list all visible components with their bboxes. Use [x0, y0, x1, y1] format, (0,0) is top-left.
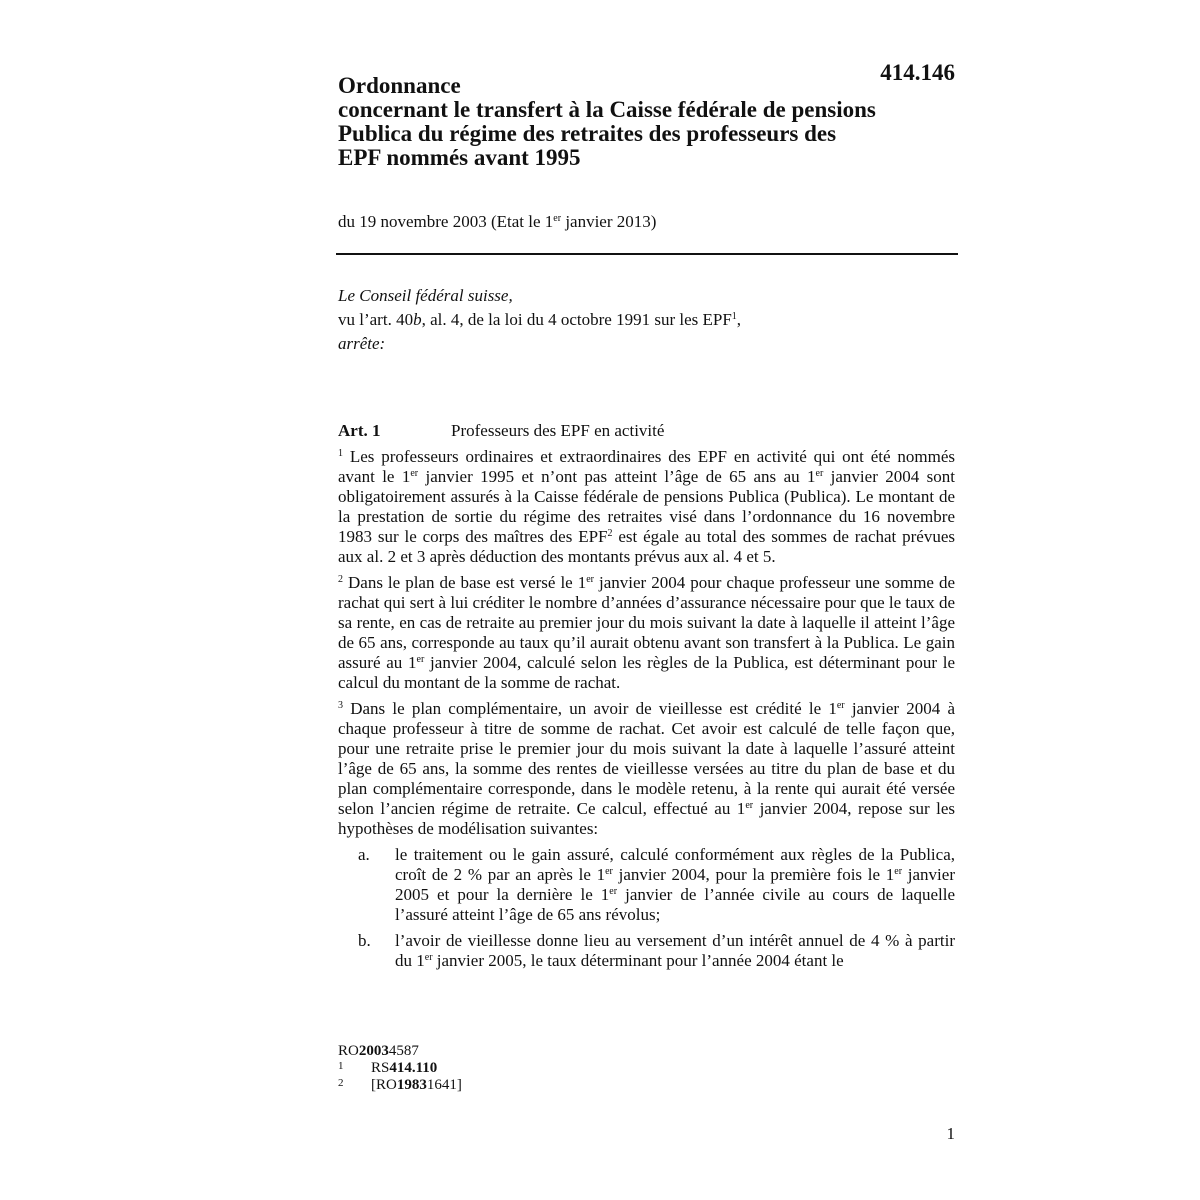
list-text-part: janvier de l’année civile au cours de laquelle l’assuré atteint l’âge de 65 ans révolus;: [395, 885, 955, 924]
paragraph-text: est égale au total des sommes de rachat prévues aux al. 2 et 3 après déduction des montants prévus aux al. 4 et 5.: [338, 527, 955, 566]
article-title: Professeurs des EPF en activité: [451, 421, 665, 440]
footnote-text: 1641]: [426, 1077, 462, 1093]
footnote-text: 4587: [388, 1043, 419, 1059]
footnotes: [338, 1043, 462, 1094]
title-line: concernant le transfert à la Caisse fédérale de pensions: [338, 97, 876, 122]
paragraph-text: Dans le plan complémentaire, un avoir de vieillesse est crédité le 1: [343, 699, 837, 718]
footnote-text: RS: [371, 1060, 390, 1076]
paragraph-text: janvier 2004, calculé selon les règles de la Publica, est déterminant pour le calcul du montant de la somme de rachat.: [338, 653, 956, 692]
paragraph-text: janvier 2004 à chaque professeur à titre de somme de rachat. Cet avoir est calculé de telle façon que, pour une retraite prise le premier jour du mois suivant la date à laquelle l’assuré atteint l’âge de 65 ans, la somme des rentes de vieillesse versées au titre du plan de base et du plan complémentaire corresponde, dans le modèle retenu, à la rente qui aurait été versée selon l’ancien régime de retraite. Ce calcul, effectué au 1: [338, 699, 955, 818]
preamble-authority: Le Conseil fédéral suisse,: [338, 286, 513, 305]
footnote-number: 2: [338, 1077, 344, 1089]
ordinal-sup: er: [745, 800, 754, 811]
list-item-a: [338, 845, 955, 925]
list-label: a.: [358, 845, 370, 864]
ordinal-sup: er: [815, 468, 824, 479]
footnote-ref-1[interactable]: 1: [731, 311, 737, 322]
title-line: EPF nommés avant 1995: [338, 145, 581, 170]
paragraph-text: janvier 2004 sont obligatoirement assurés à la Caisse fédérale de pensions Publica (Publica). Le montant de la prestation de sortie du régime des retraites visé dans l’ordonnance du 16 novembre 1983 sur le corps des maîtres des EPF: [338, 467, 955, 546]
list-text-part: janvier 2005 et pour la dernière le 1: [395, 865, 955, 904]
ordinal-sup: er: [836, 700, 845, 711]
ordinal-sup: er: [410, 468, 419, 479]
footnote-ref-2[interactable]: 2: [607, 528, 613, 539]
date-sup: er: [553, 213, 562, 224]
paragraph-number: 2: [338, 574, 343, 585]
list-item-b: [338, 931, 955, 971]
ordinal-sup: er: [416, 654, 425, 665]
ordinal-sup: er: [586, 574, 595, 585]
preamble: [338, 284, 741, 356]
preamble-decree: arrête:: [338, 334, 386, 353]
list-text: [395, 845, 955, 925]
article-body: [338, 447, 955, 977]
ordinal-sup: er: [609, 886, 618, 897]
paragraph-text: Dans le plan de base est versé le 1: [343, 573, 587, 592]
footnote-text: [RO: [371, 1077, 397, 1093]
paragraph-text: Les professeurs ordinaires et extraordinaires des EPF en activité qui ont été nommés avant le 1: [338, 447, 955, 486]
header-divider: [336, 253, 958, 255]
paragraph-number: 3: [338, 700, 343, 711]
footnote-text: RO: [338, 1043, 359, 1059]
article-number: Art. 1: [338, 421, 381, 440]
date-text-end: janvier 2013): [561, 212, 657, 231]
footnote-number: 1: [338, 1060, 344, 1072]
footnote-bold: 1983: [396, 1077, 427, 1093]
document-number: 414.146: [880, 60, 955, 85]
list-text: [395, 931, 955, 971]
legal-basis-text-2: , al. 4, de la loi du 4 octobre 1991 sur les EPF: [421, 310, 732, 329]
paragraph-2: [338, 573, 955, 693]
legal-basis-letter: b: [413, 310, 422, 329]
preamble-legal-basis: [338, 308, 741, 332]
legal-basis-end: ,: [736, 310, 742, 329]
footnote-2: [338, 1077, 462, 1094]
ordinal-sup: er: [894, 866, 903, 877]
paragraph-text: janvier 2004, repose sur les hypothèses de modélisation suivantes:: [338, 799, 955, 838]
ordinal-sup: er: [605, 866, 613, 877]
legal-basis-text: vu l’art. 40: [338, 310, 414, 329]
list-text-part: janvier 2004, pour la première fois le 1: [612, 865, 895, 884]
paragraph-text: janvier 2004 pour chaque professeur une somme de rachat qui sert à lui créditer le nombre d’années d’assurance nécessaire pour que le taux de sa rente, en cas de retraite au premier jour du mois suivant la date à laquelle il atteint l’âge de 65 ans, corresponde au taux qu’il aurait obtenu avant son transfert à la Publica. Le gain assuré au 1: [338, 573, 956, 672]
footnote-ro: [338, 1043, 462, 1060]
ordinal-sup: er: [424, 952, 433, 963]
paragraph-1: [338, 447, 955, 567]
document-title: [338, 74, 948, 170]
footnote-bold: 414.110: [389, 1060, 438, 1076]
title-line: Ordonnance: [338, 73, 461, 98]
list-text-part: le traitement ou le gain assuré, calculé conformément aux règles de la Publica, croît de 2 % par an après le 1: [395, 845, 955, 884]
footnote-1: [338, 1060, 462, 1077]
list-text-part: l’avoir de vieillesse donne lieu au versement d’un intérêt annuel de 4 % à partir du 1: [395, 931, 955, 970]
article-heading: [338, 420, 953, 442]
paragraph-text: janvier 1995 et n’ont pas atteint l’âge de 65 ans au 1: [418, 467, 816, 486]
paragraph-number: 1: [338, 448, 343, 459]
footnote-bold: 2003: [358, 1043, 389, 1059]
list-text-part: janvier 2005, le taux déterminant pour l’année 2004 étant le: [432, 951, 844, 970]
title-line: Publica du régime des retraites des professeurs des: [338, 121, 837, 146]
list-label: b.: [358, 931, 371, 950]
document-date: [338, 212, 656, 232]
paragraph-3: [338, 699, 955, 839]
date-text: du 19 novembre 2003 (Etat le 1: [338, 212, 554, 231]
page-number: 1: [946, 1124, 955, 1143]
